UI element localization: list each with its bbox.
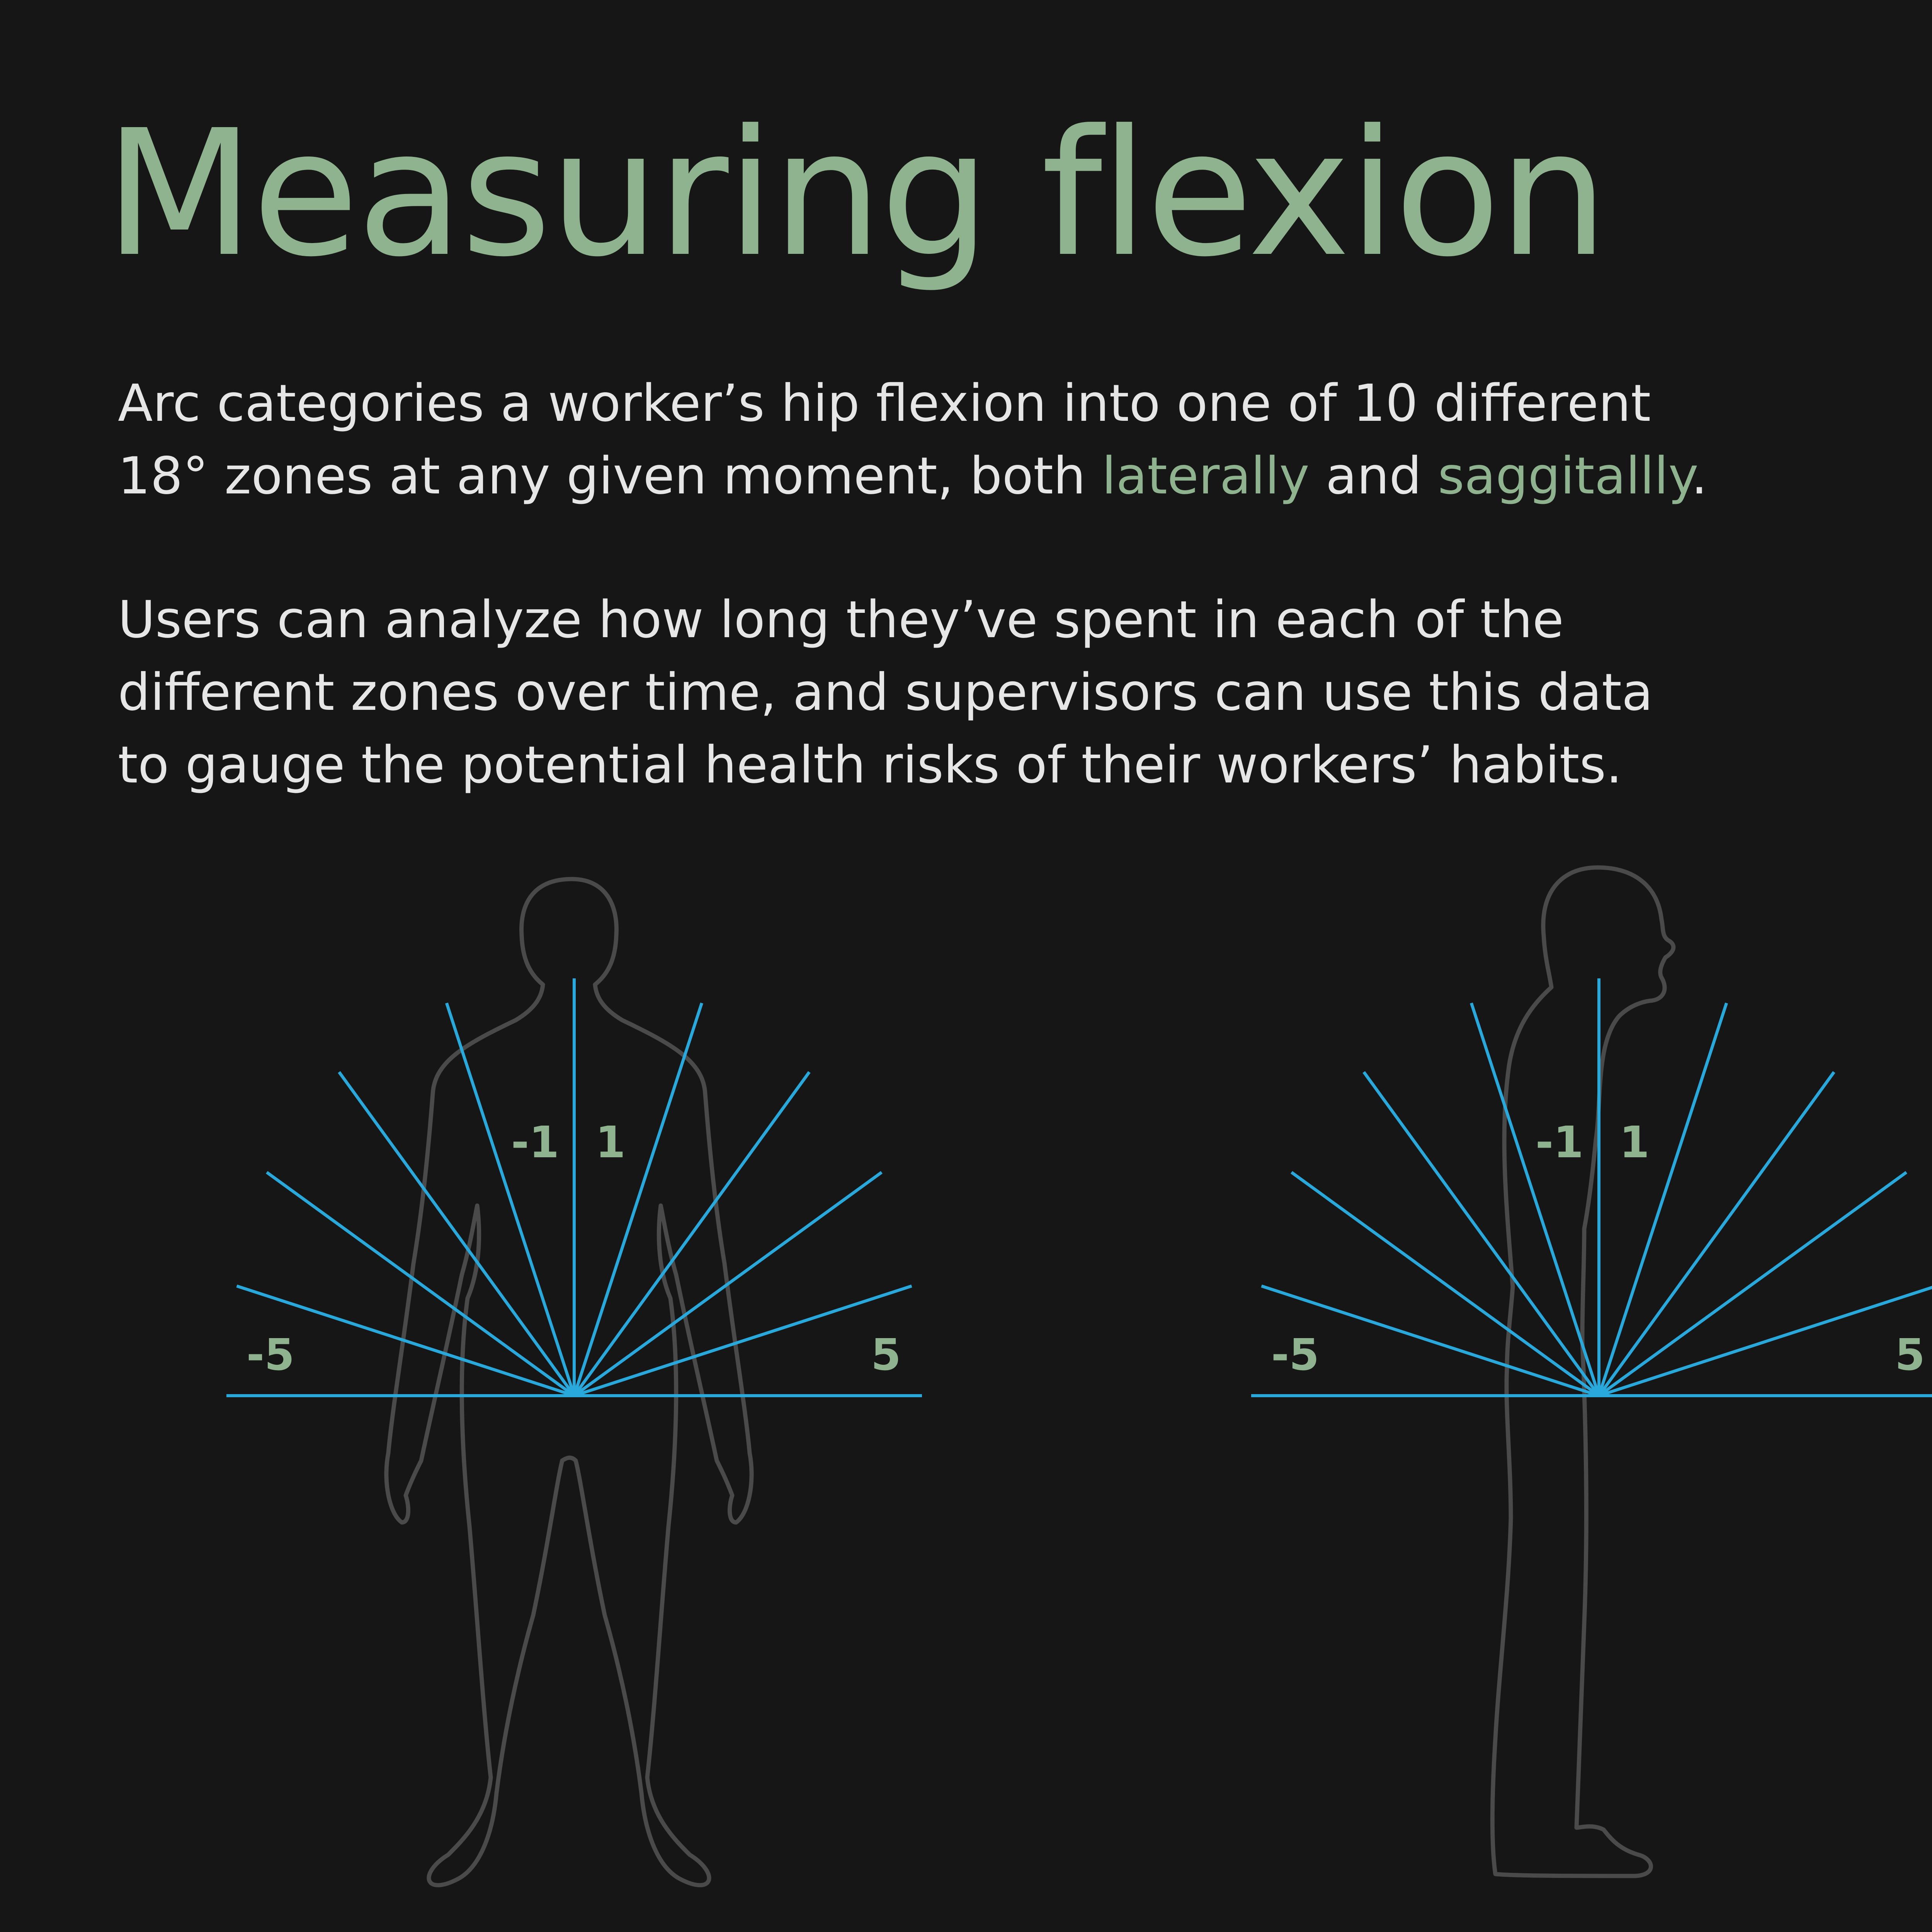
saggital-label-neg1: -1 bbox=[1535, 1117, 1584, 1168]
saggital-zone-ray-108deg bbox=[1599, 1003, 1726, 1396]
saggital-zone-ray-72deg bbox=[1471, 1003, 1599, 1396]
laterally-highlight: laterally bbox=[1102, 446, 1310, 506]
saggital-label-pos5: 5 bbox=[1895, 1330, 1925, 1380]
lateral-zone-ray-144deg bbox=[574, 1172, 882, 1396]
page-title: Measuring flexion bbox=[104, 93, 1606, 295]
lateral-label-pos5: 5 bbox=[871, 1330, 901, 1380]
intro-and: and bbox=[1309, 446, 1438, 506]
intro-line-2: 18° zones at any given moment, both bbox=[118, 446, 1102, 506]
description-line-1: Users can analyze how long they’ve spent in each of the bbox=[118, 590, 1564, 650]
saggital-label-neg5: -5 bbox=[1271, 1330, 1320, 1380]
saggital-zone-ray-144deg bbox=[1599, 1172, 1906, 1396]
saggital-zone-ray-162deg bbox=[1599, 1286, 1932, 1396]
lateral-label-pos1: 1 bbox=[595, 1117, 626, 1168]
description-line-3: to gauge the potential health risks of their workers’ habits. bbox=[118, 735, 1622, 795]
lateral-label-neg5: -5 bbox=[246, 1330, 295, 1380]
lateral-zone-ray-108deg bbox=[574, 1003, 702, 1396]
lateral-zone-ray-162deg bbox=[574, 1286, 912, 1396]
saggitally-highlight: saggitallly bbox=[1438, 446, 1691, 506]
saggital-zone-ray-36deg bbox=[1291, 1172, 1599, 1396]
lateral-fan bbox=[226, 978, 922, 1396]
description-line-2: different zones over time, and supervisors can use this data bbox=[118, 663, 1653, 722]
lateral-label-neg1: -1 bbox=[511, 1117, 560, 1168]
saggital-label-pos1: 1 bbox=[1619, 1117, 1650, 1168]
intro-line-1: Arc categories a worker’s hip flexion into one of 10 different bbox=[118, 374, 1651, 433]
intro-period: . bbox=[1691, 446, 1708, 506]
